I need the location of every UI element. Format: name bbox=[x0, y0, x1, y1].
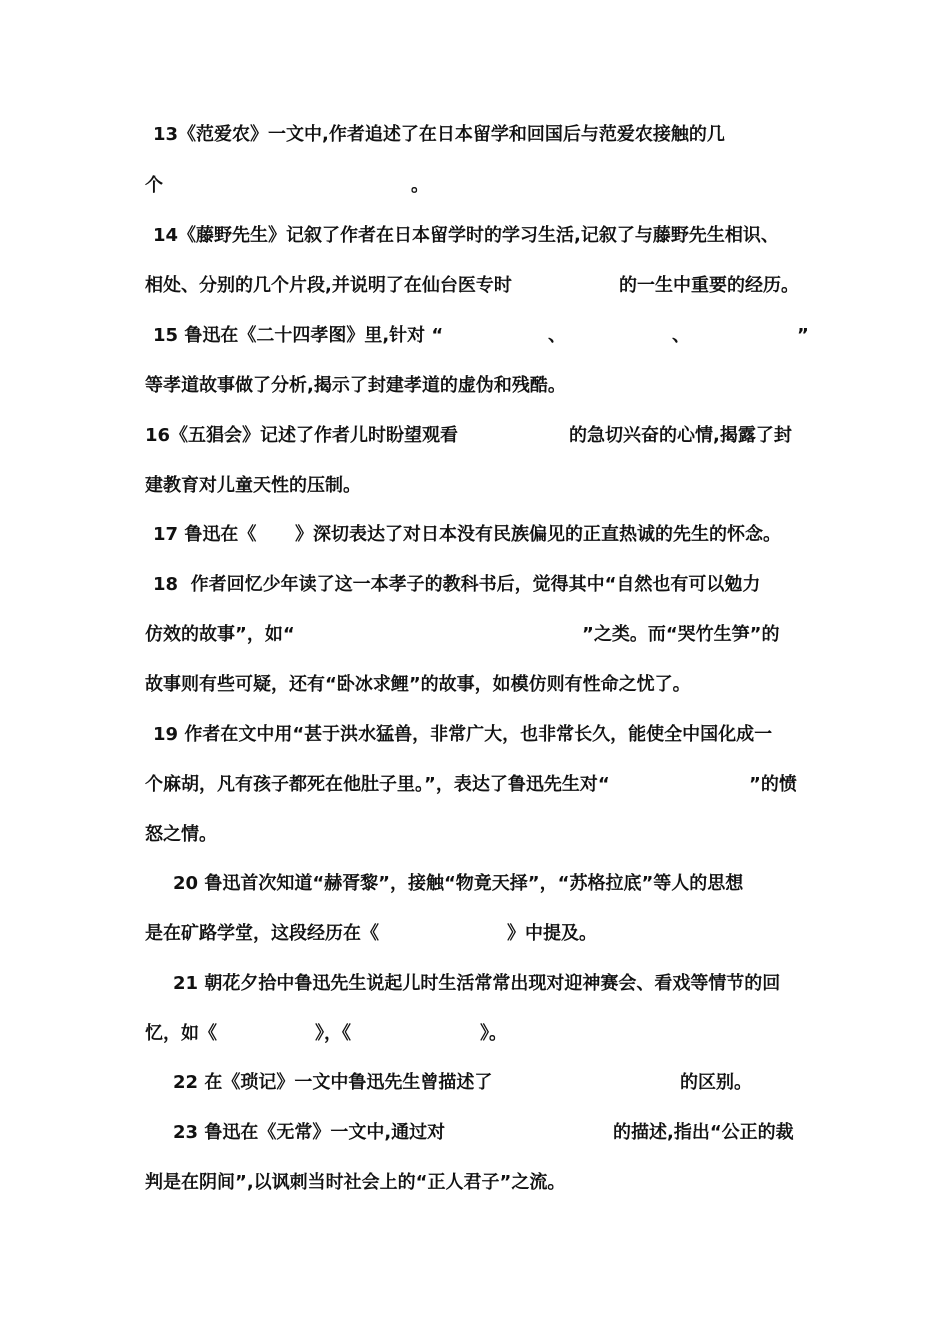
question-21-text: 21 朝花夕拾中鲁迅先生说起儿时生活常常出现对迎神赛会、看戏等情节的回 bbox=[173, 973, 781, 994]
question-18-text-cont: 故事则有些可疑，还有“卧冰求鲤”的故事，如模仿则有性命之忧了。 bbox=[145, 674, 691, 695]
question-15-close-quote: ” bbox=[797, 325, 809, 346]
question-15-text-end: 等孝道故事做了分析,揭示了封建孝道的虚伪和残酷。 bbox=[145, 375, 566, 396]
question-16-text-end: 的急切兴奋的心情,揭露了封 bbox=[569, 425, 792, 446]
question-17-text-start: 17 鲁迅在《 bbox=[153, 524, 257, 545]
question-19-text-start: 个麻胡，凡有孩子都死在他肚子里。”，表达了鲁迅先生对“ bbox=[145, 774, 610, 795]
question-13-text-start: 个 bbox=[145, 175, 163, 196]
question-13-line-1 bbox=[153, 120, 833, 150]
question-18-line-2 bbox=[145, 620, 825, 650]
question-14-text-end: 的一生中重要的经历。 bbox=[619, 275, 799, 296]
question-23-line-1 bbox=[173, 1118, 853, 1148]
question-18-text-end: ”之类。而“哭竹生笋”的 bbox=[582, 624, 780, 645]
question-14-line-2 bbox=[145, 271, 825, 301]
question-14-line-1 bbox=[153, 221, 833, 251]
question-19-text-cont: 怒之情。 bbox=[145, 824, 217, 845]
question-16-text-cont: 建教育对儿童天性的压制。 bbox=[145, 475, 361, 496]
question-22-line bbox=[173, 1068, 853, 1098]
question-23-text-cont: 判是在阴间”,以讽刺当时社会上的“正人君子”之流。 bbox=[145, 1172, 566, 1193]
question-15-line-2 bbox=[145, 371, 825, 401]
question-21-line-2 bbox=[145, 1019, 825, 1049]
question-13-line-2 bbox=[145, 171, 825, 201]
question-21-text-middle: 》，《 bbox=[315, 1023, 351, 1044]
question-15-text-start: 15 鲁迅在《二十四孝图》里,针对 “ bbox=[153, 325, 444, 346]
question-20-text-end: 》中提及。 bbox=[507, 923, 597, 944]
question-13-text: 13《范爱农》一文中,作者追述了在日本留学和回国后与范爱农接触的几 bbox=[153, 124, 725, 145]
question-21-line-1 bbox=[173, 969, 853, 999]
question-18-line-1 bbox=[153, 570, 833, 600]
question-15-separator-2: 、 bbox=[672, 325, 690, 346]
question-21-text-start: 忆，如《 bbox=[145, 1023, 217, 1044]
question-19-text-end: ”的愤 bbox=[749, 774, 797, 795]
question-15-separator-1: 、 bbox=[548, 325, 566, 346]
question-14-text: 14《藤野先生》记叙了作者在日本留学时的学习生活,记叙了与藤野先生相识、 bbox=[153, 225, 779, 246]
question-18-text: 18 作者回忆少年读了这一本孝子的教科书后，觉得其中“自然也有可以勉力 bbox=[153, 574, 761, 595]
question-16-line-1 bbox=[145, 421, 825, 451]
question-16-text-start: 16《五猖会》记述了作者儿时盼望观看 bbox=[145, 425, 459, 446]
question-20-text: 20 鲁迅首次知道“赫胥黎”，接触“物竟天择”，“苏格拉底”等人的思想 bbox=[173, 873, 744, 894]
question-17-text-end: 》深切表达了对日本没有民族偏见的正直热诚的先生的怀念。 bbox=[295, 524, 781, 545]
question-23-text-end: 的描述,指出“公正的裁 bbox=[613, 1122, 794, 1143]
question-15-line-1 bbox=[153, 321, 833, 351]
question-22-text-end: 的区别。 bbox=[680, 1072, 752, 1093]
question-23-text-start: 23 鲁迅在《无常》一文中,通过对 bbox=[173, 1122, 446, 1143]
question-18-text-start: 仿效的故事”，如“ bbox=[145, 624, 295, 645]
question-21-text-end: 》。 bbox=[480, 1023, 507, 1044]
question-20-line-2 bbox=[145, 919, 825, 949]
question-22-text-start: 22 在《琐记》一文中鲁迅先生曾描述了 bbox=[173, 1072, 493, 1093]
question-19-line-2 bbox=[145, 770, 825, 800]
question-20-line-1 bbox=[173, 869, 853, 899]
question-19-line-1 bbox=[153, 720, 833, 750]
question-14-text-start: 相处、分别的几个片段,并说明了在仙台医专时 bbox=[145, 275, 512, 296]
question-16-line-2 bbox=[145, 471, 825, 501]
question-13-text-end: 。 bbox=[411, 175, 429, 196]
question-17-line bbox=[153, 520, 833, 550]
question-18-line-3 bbox=[145, 670, 825, 700]
question-19-line-3 bbox=[145, 820, 825, 850]
question-19-text: 19 作者在文中用“甚于洪水猛兽，非常广大，也非常长久，能使全中国化成一 bbox=[153, 724, 773, 745]
question-23-line-2 bbox=[145, 1168, 825, 1198]
question-20-text-start: 是在矿路学堂，这段经历在《 bbox=[145, 923, 379, 944]
